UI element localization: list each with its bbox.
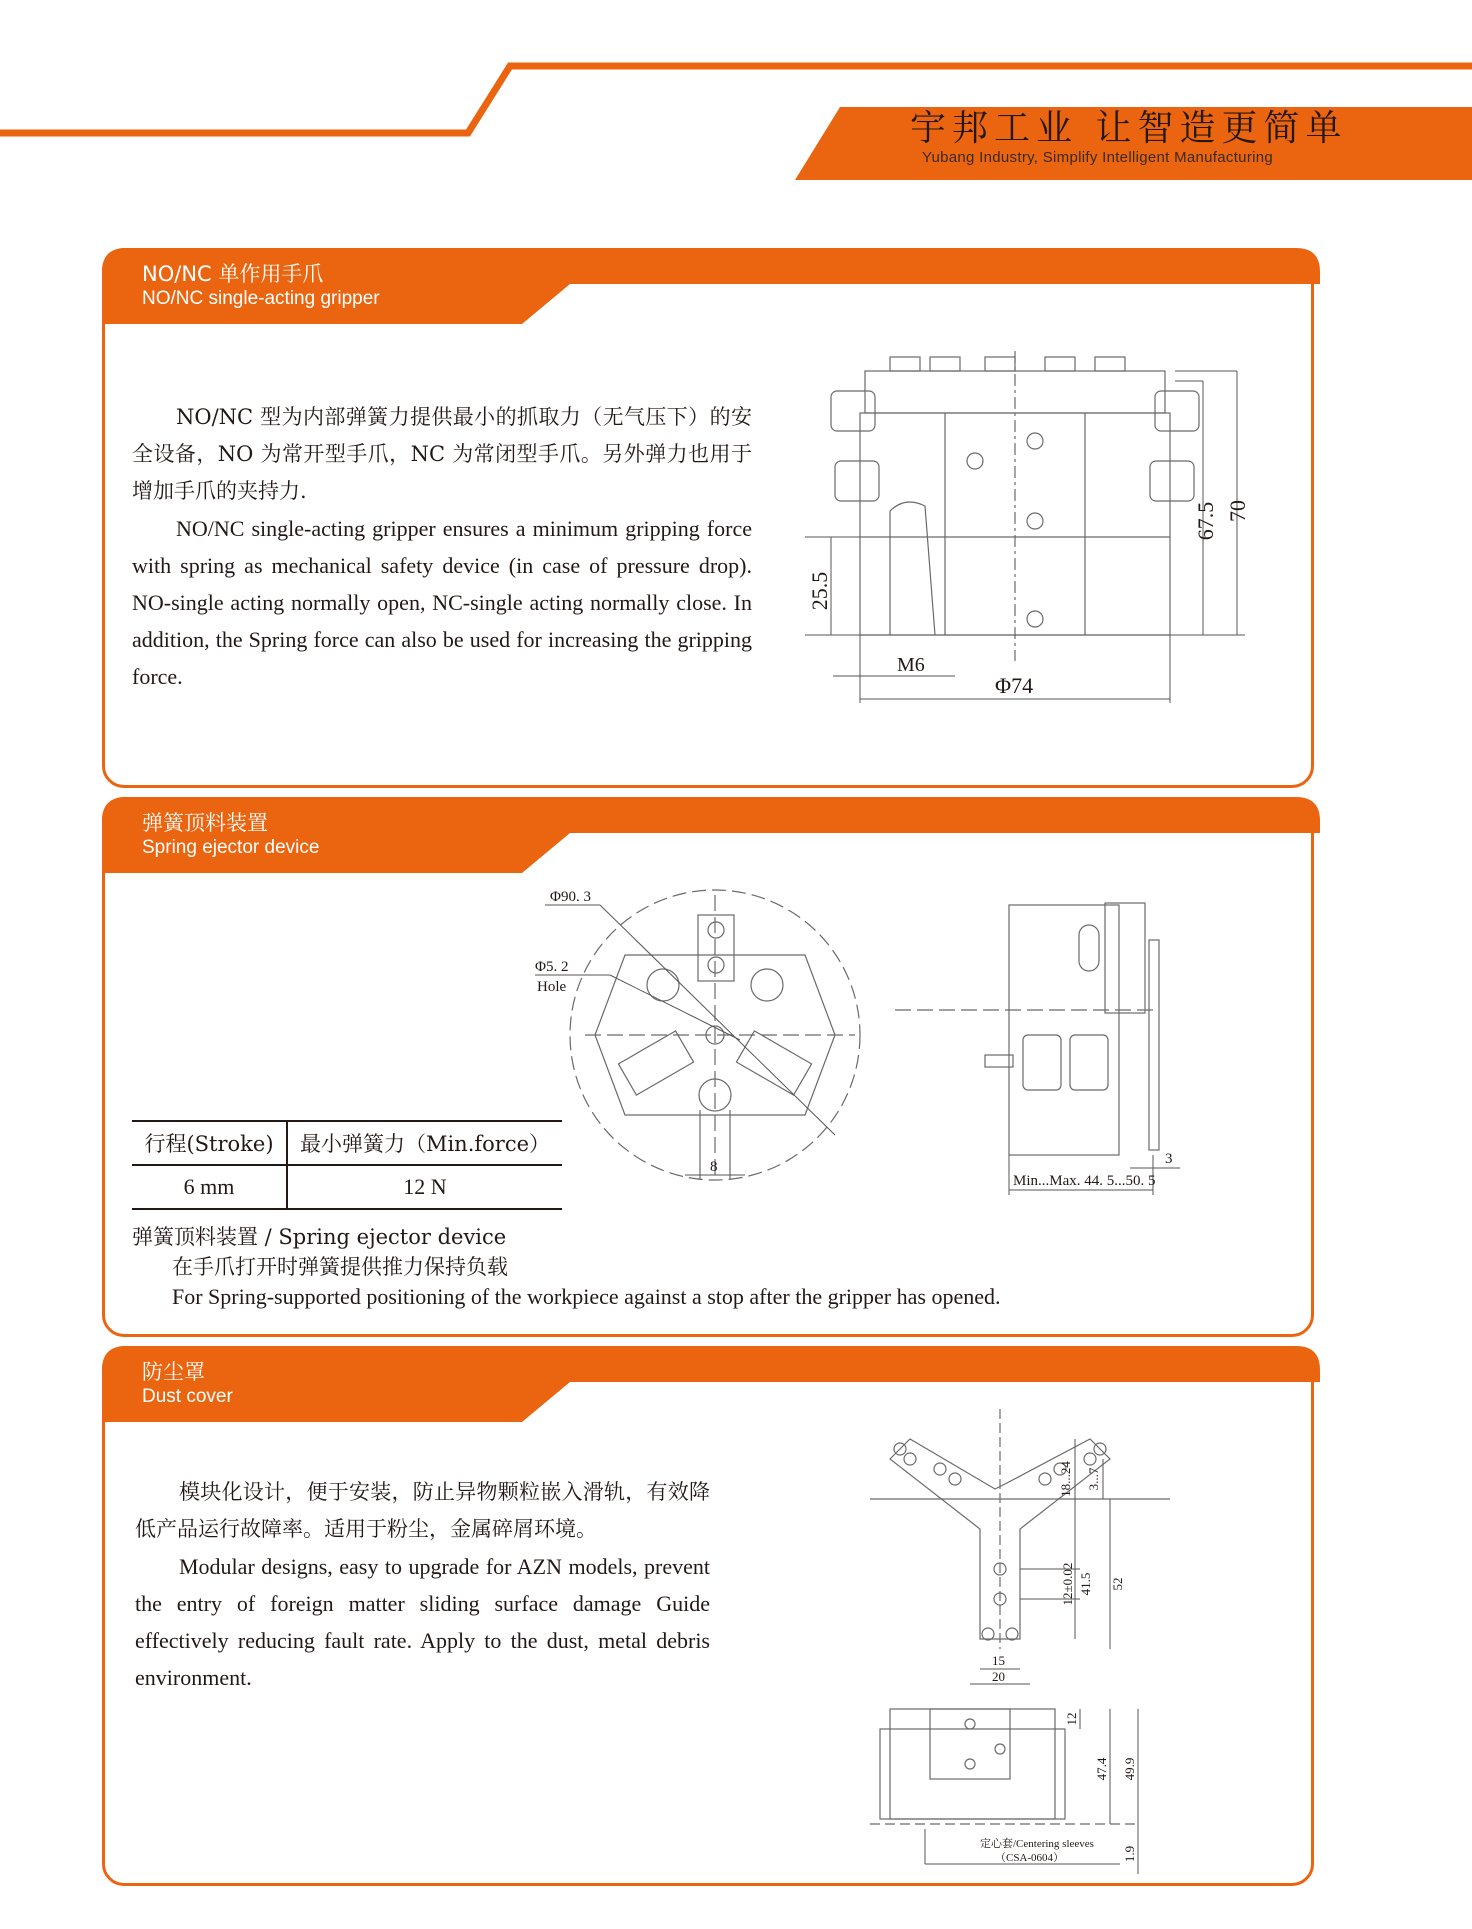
dim-stroke-range: Min...Max. 44. 5...50. 5 (1013, 1173, 1156, 1189)
cell-min-force: 12 N (287, 1165, 562, 1209)
callout-part-number: （CSA-0604） (995, 1852, 1065, 1864)
brand-slogan-cn: 宇邦工业 让智造更简单 (910, 108, 1348, 149)
description-en: NO/NC single-acting gripper ensures a minimum gripping force with spring as mechanical safety device (in case of pressure drop). NO-single acting normally open, NC-single acting normally close. In addition, the Spring force can also be used for increasing the gripping force. (132, 516, 752, 689)
table-row (132, 1165, 562, 1209)
callout-centering-sleeves: 定心套/Centering sleeves (980, 1838, 1094, 1850)
spec-table (132, 1120, 562, 1210)
note-en: For Spring-supported positioning of the workpiece against a stop after the gripper has opened. (172, 1284, 1001, 1309)
cell-stroke: 6 mm (132, 1165, 287, 1209)
description-cn: NO/NC 型为内部弹簧力提供最小的抓取力（无气压下）的安全设备，NO 为常开型手爪，NC 为常闭型手爪。另外弹力也用于增加手爪的夹持力. (132, 405, 752, 503)
header-stroke: 行程(Stroke) (132, 1121, 287, 1165)
section-title-en: Dust cover (142, 1386, 233, 1407)
ejector-notes (132, 1222, 1000, 1312)
section-single-acting-gripper (102, 248, 1314, 788)
dim-hole-label: Hole (537, 979, 567, 995)
dim-12: 12 (1064, 1712, 1079, 1726)
dim-12-tolerance: 12±0.02 (1060, 1562, 1075, 1606)
header-min-force: 最小弹簧力（Min.force） (287, 1121, 562, 1165)
section-title-en: NO/NC single-acting gripper (142, 288, 380, 309)
dim-20: 20 (992, 1669, 1005, 1684)
section-header (102, 797, 1320, 873)
note-title: 弹簧顶料装置 / Spring ejector device (132, 1225, 507, 1249)
dim-1-9: 1.9 (1122, 1845, 1137, 1863)
dim-height-70: 70 (1225, 500, 1250, 522)
dim-47-4: 47.4 (1094, 1757, 1109, 1781)
dim-thread-m6: M6 (897, 654, 925, 676)
dim-height-67-5: 67.5 (1193, 501, 1218, 541)
dim-15: 15 (992, 1653, 1005, 1668)
ejector-drawings (515, 885, 1315, 1225)
section-title-en: Spring ejector device (142, 837, 320, 858)
dim-hole-diameter: Φ5. 2 (535, 959, 569, 975)
section-dust-cover (102, 1346, 1314, 1886)
table-header-row (132, 1121, 562, 1165)
dim-width-8: 8 (710, 1159, 718, 1175)
section-header (102, 248, 1320, 324)
section-title-cn: 防尘罩 (142, 1360, 205, 1384)
description-cn: 模块化设计，便于安装，防止异物颗粒嵌入滑轨，有效降低产品运行故障率。适用于粉尘，金属碎屑环境。 (135, 1480, 710, 1541)
dim-41-5: 41.5 (1078, 1572, 1093, 1596)
dim-52: 52 (1110, 1577, 1125, 1591)
dim-49-9: 49.9 (1122, 1757, 1137, 1781)
description (132, 399, 752, 695)
dim-18-24: 18...24 (1058, 1461, 1073, 1497)
gripper-side-view-drawing (805, 351, 1285, 751)
section-title-cn: 弹簧顶料装置 (142, 811, 268, 835)
dim-height-25-5: 25.5 (807, 571, 832, 611)
section-title-cn: NO/NC 单作用手爪 (142, 262, 324, 286)
dim-3-7: 3...7 (1086, 1467, 1101, 1491)
brand-slogan-en: Yubang Industry, Simplify Intelligent Manufacturing (922, 149, 1274, 166)
description-en: Modular designs, easy to upgrade for AZN models, prevent the entry of foreign matter sliding surface damage Guide effectively reducing fault rate. Apply to the dust, metal debris environment. (135, 1554, 710, 1690)
dust-cover-drawings (870, 1399, 1310, 1889)
dim-diameter-90-3: Φ90. 3 (550, 889, 591, 905)
description (135, 1474, 710, 1696)
dim-plate-3: 3 (1165, 1151, 1173, 1167)
dim-diameter-74: Φ74 (995, 673, 1034, 698)
note-cn: 在手爪打开时弹簧提供推力保持负载 (172, 1255, 508, 1279)
